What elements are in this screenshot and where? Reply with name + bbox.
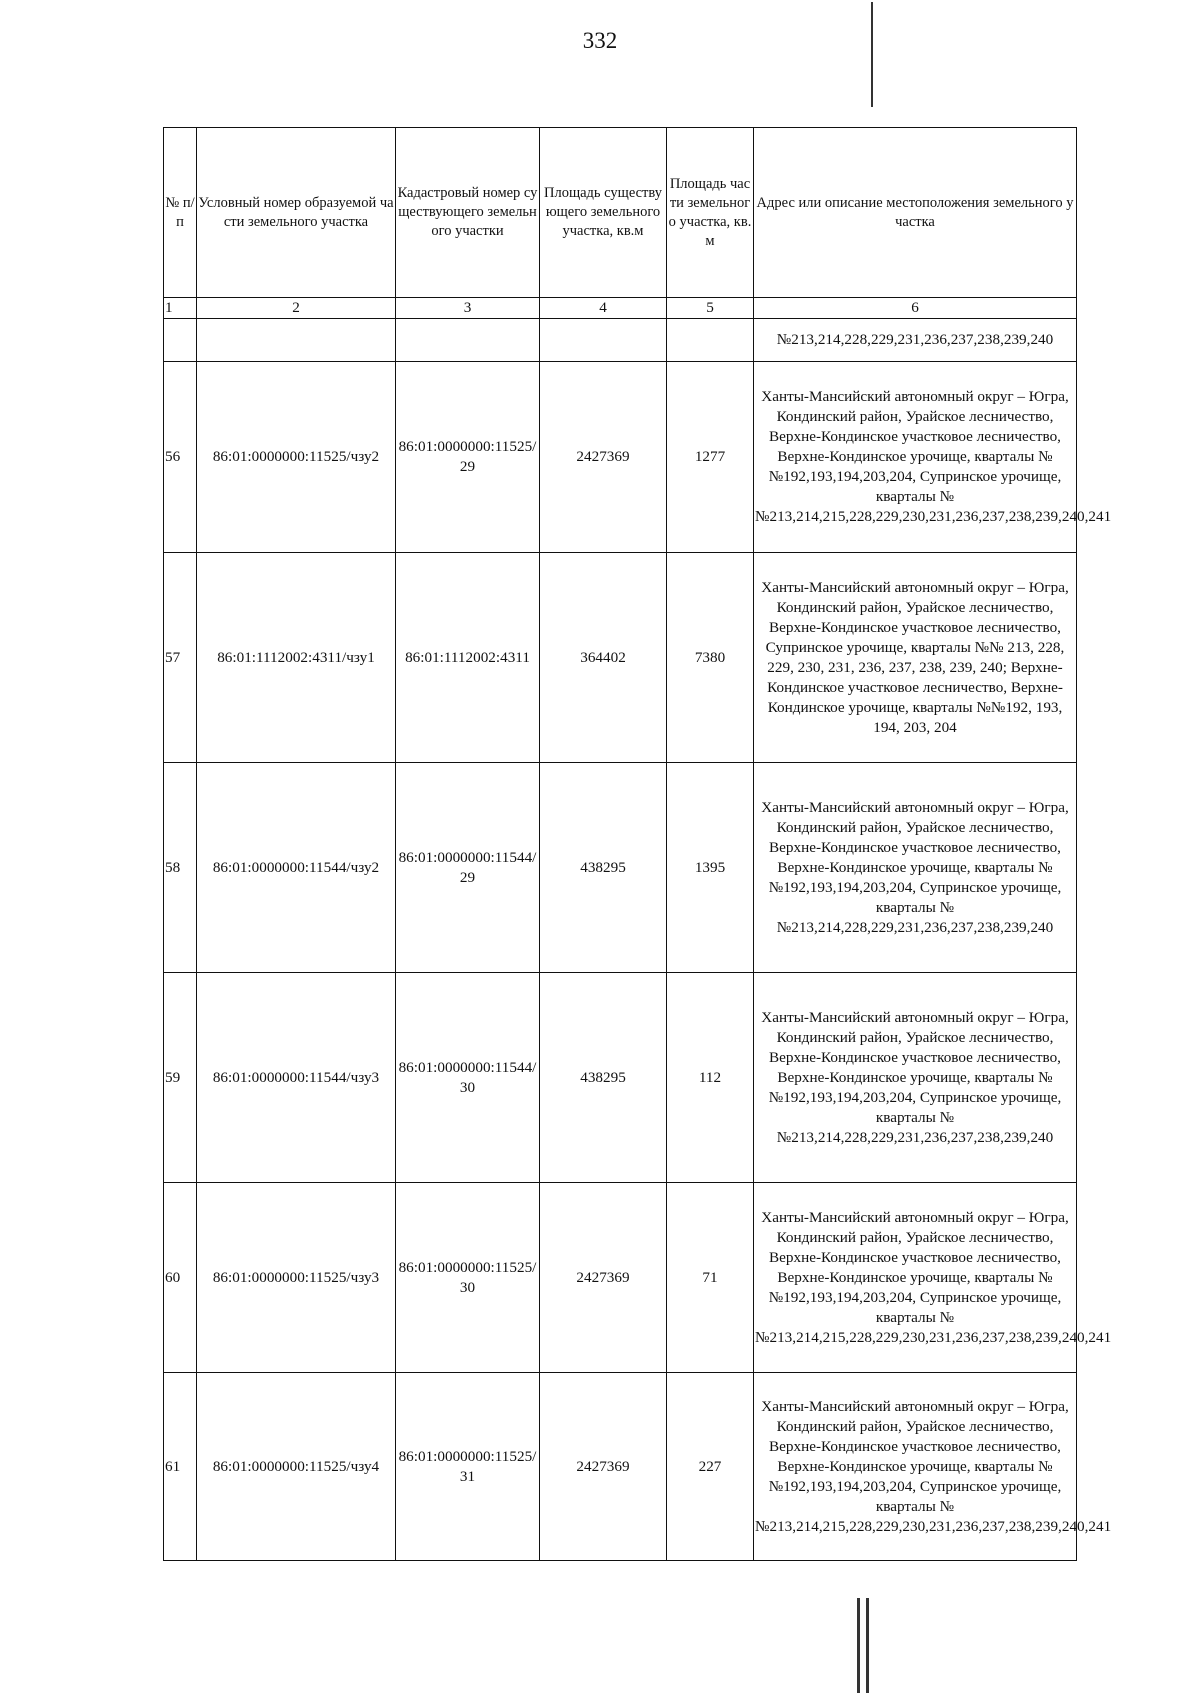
address: Ханты-Мансийский автономный округ – Югра, Кондинский район, Урайское лесничество, Верхне-Кондинское участковое лесничество, Верхне-Кондинское урочище, кварталы №№192,193,194,203,204, Супринское урочище, кварталы №№213,214,215,228,229,230,231,236,237,238,239,240,241 bbox=[754, 1183, 1077, 1373]
cadastral-number: 86:01:0000000:11525/30 bbox=[396, 1183, 540, 1373]
area-total: 438295 bbox=[540, 973, 667, 1183]
row-number: 58 bbox=[164, 763, 197, 973]
row-number: 57 bbox=[164, 553, 197, 763]
page-number: 332 bbox=[582, 28, 618, 53]
part-number: 86:01:0000000:11525/чзу3 bbox=[197, 1183, 396, 1373]
area-total: 2427369 bbox=[540, 362, 667, 553]
column-number: 1 bbox=[164, 298, 197, 319]
header-part-number: Условный номер образуемой части земельного участка bbox=[197, 128, 396, 298]
header-area-total: Площадь существующего земельного участка, кв.м bbox=[540, 128, 667, 298]
part-number: 86:01:0000000:11525/чзу2 bbox=[197, 362, 396, 553]
row-number: 59 bbox=[164, 973, 197, 1183]
address: Ханты-Мансийский автономный округ – Югра, Кондинский район, Урайское лесничество, Верхне-Кондинское участковое лесничество, Верхне-Кондинское урочище, кварталы №№192,193,194,203,204, Супринское урочище, кварталы №№213,214,215,228,229,230,231,236,237,238,239,240,241 bbox=[754, 1373, 1077, 1561]
continuation-address: №213,214,228,229,231,236,237,238,239,240 bbox=[754, 319, 1077, 362]
cadastral-number: 86:01:1112002:4311 bbox=[396, 553, 540, 763]
scan-line-bottom-1 bbox=[857, 1598, 860, 1693]
cadastral-number: 86:01:0000000:11525/31 bbox=[396, 1373, 540, 1561]
cadastral-number: 86:01:0000000:11544/29 bbox=[396, 763, 540, 973]
scan-line-top bbox=[871, 2, 873, 107]
column-number: 6 bbox=[754, 298, 1077, 319]
table-row bbox=[164, 553, 1077, 763]
area-total: 438295 bbox=[540, 763, 667, 973]
table-row bbox=[164, 973, 1077, 1183]
address: Ханты-Мансийский автономный округ – Югра, Кондинский район, Урайское лесничество, Верхне-Кондинское участковое лесничество, Верхне-Кондинское урочище, кварталы №№192,193,194,203,204, Супринское урочище, кварталы №№213,214,228,229,231,236,237,238,239,240 bbox=[754, 973, 1077, 1183]
table-row bbox=[164, 362, 1077, 553]
table-row bbox=[164, 1373, 1077, 1561]
part-number: 86:01:0000000:11544/чзу2 bbox=[197, 763, 396, 973]
header-row bbox=[164, 128, 1077, 298]
continuation-row bbox=[164, 319, 1077, 362]
area-part: 71 bbox=[667, 1183, 754, 1373]
area-part: 227 bbox=[667, 1373, 754, 1561]
land-plots-table bbox=[163, 127, 1112, 1561]
area-total: 2427369 bbox=[540, 1373, 667, 1561]
area-total: 364402 bbox=[540, 553, 667, 763]
part-number: 86:01:0000000:11525/чзу4 bbox=[197, 1373, 396, 1561]
cadastral-number: 86:01:0000000:11544/30 bbox=[396, 973, 540, 1183]
address: Ханты-Мансийский автономный округ – Югра, Кондинский район, Урайское лесничество, Верхне-Кондинское участковое лесничество, Верхне-Кондинское урочище, кварталы №№192,193,194,203,204, Супринское урочище, кварталы №№213,214,215,228,229,230,231,236,237,238,239,240,241 bbox=[754, 362, 1077, 553]
part-number: 86:01:0000000:11544/чзу3 bbox=[197, 973, 396, 1183]
header-area-part: Площадь части земельного участка, кв.м bbox=[667, 128, 754, 298]
column-number: 4 bbox=[540, 298, 667, 319]
column-number: 5 bbox=[667, 298, 754, 319]
area-part: 7380 bbox=[667, 553, 754, 763]
row-number: 61 bbox=[164, 1373, 197, 1561]
table-row bbox=[164, 763, 1077, 973]
column-number: 2 bbox=[197, 298, 396, 319]
area-part: 1395 bbox=[667, 763, 754, 973]
column-number-row bbox=[164, 298, 1077, 319]
table-row bbox=[164, 1183, 1077, 1373]
scan-line-bottom-2 bbox=[866, 1598, 869, 1693]
row-number: 56 bbox=[164, 362, 197, 553]
area-total: 2427369 bbox=[540, 1183, 667, 1373]
header-no: № п/п bbox=[164, 128, 197, 298]
address: Ханты-Мансийский автономный округ – Югра, Кондинский район, Урайское лесничество, Верхне-Кондинское участковое лесничество, Супринское урочище, кварталы №№ 213, 228, 229, 230, 231, 236, 237, 238, 239, 240; Верхне-Кондинское участковое лесничество, Верхне-Кондинское урочище, кварталы №№192, 193, 194, 203, 204 bbox=[754, 553, 1077, 763]
area-part: 112 bbox=[667, 973, 754, 1183]
address: Ханты-Мансийский автономный округ – Югра, Кондинский район, Урайское лесничество, Верхне-Кондинское участковое лесничество, Верхне-Кондинское урочище, кварталы №№192,193,194,203,204, Супринское урочище, кварталы №№213,214,228,229,231,236,237,238,239,240 bbox=[754, 763, 1077, 973]
area-part: 1277 bbox=[667, 362, 754, 553]
column-number: 3 bbox=[396, 298, 540, 319]
header-cadastral: Кадастровый номер существующего земельного участки bbox=[396, 128, 540, 298]
row-number: 60 bbox=[164, 1183, 197, 1373]
cadastral-number: 86:01:0000000:11525/29 bbox=[396, 362, 540, 553]
header-address: Адрес или описание местоположения земельного участка bbox=[754, 128, 1077, 298]
part-number: 86:01:1112002:4311/чзу1 bbox=[197, 553, 396, 763]
